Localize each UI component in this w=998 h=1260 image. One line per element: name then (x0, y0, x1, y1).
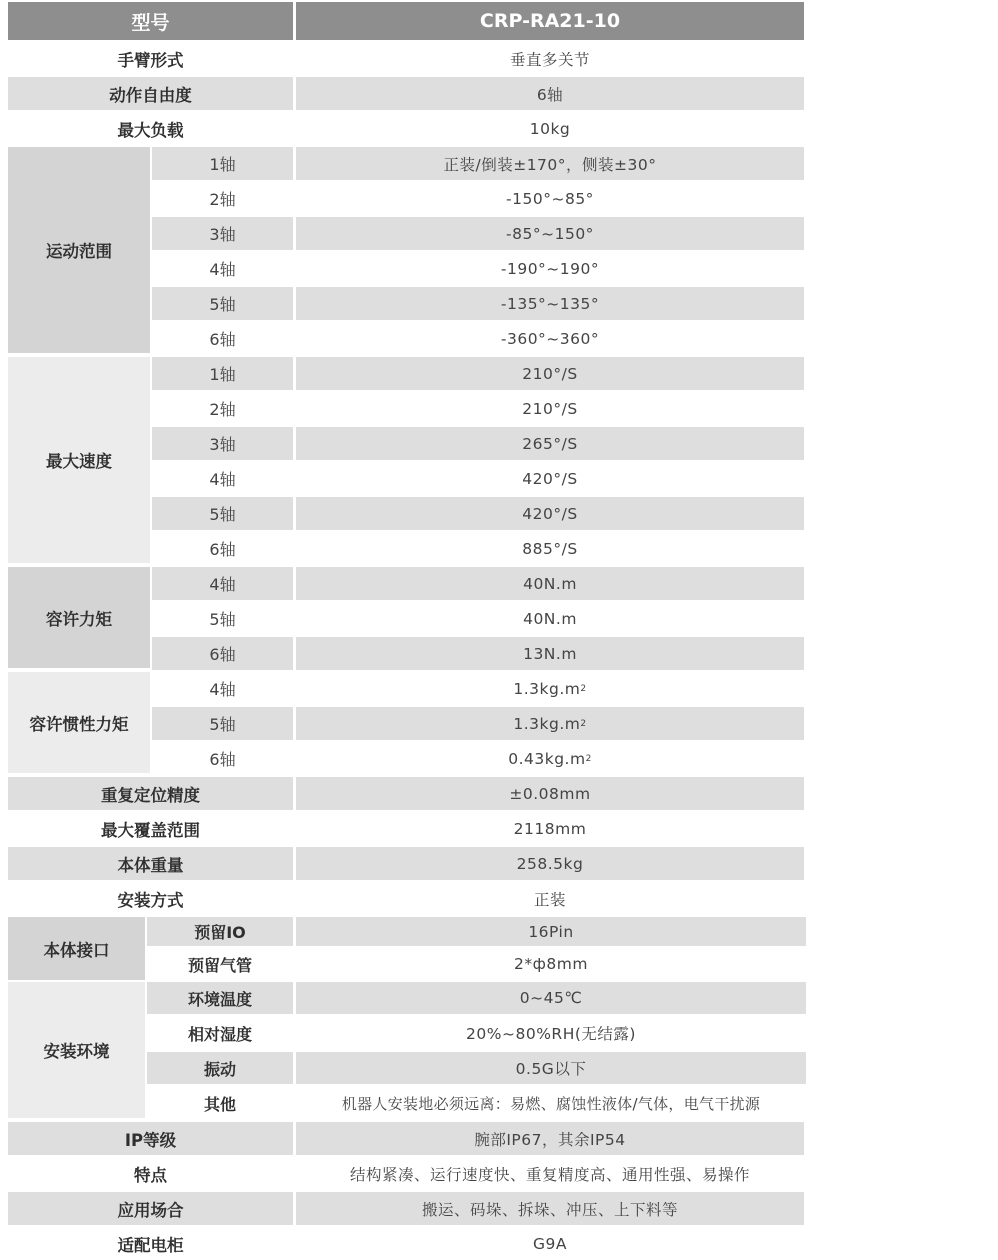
motion-value-3: -85°~150° (296, 217, 804, 250)
interface-name-io: 预留IO (147, 917, 293, 946)
spec-table (8, 2, 805, 1260)
speed-axis-3: 3轴 (152, 427, 293, 460)
row-value-controller: G9A (296, 1227, 804, 1260)
row-label-dof: 动作自由度 (8, 77, 293, 110)
motion-axis-1: 1轴 (152, 147, 293, 180)
row-value-arm-type: 垂直多关节 (296, 42, 804, 75)
env-value-temperature: 0~45℃ (296, 982, 806, 1014)
motion-value-4: -190°~190° (296, 252, 804, 285)
row-value-dof: 6轴 (296, 77, 804, 110)
row-value-max-reach: 2118mm (296, 812, 804, 845)
interface-value-io: 16Pin (296, 917, 806, 946)
header-model-value: CRP-RA21-10 (296, 2, 804, 40)
torque-value-6: 13N.m (296, 637, 804, 670)
interface-name-air-tube: 预留气管 (147, 948, 293, 980)
row-label-controller: 适配电柜 (8, 1227, 293, 1260)
group-label-allowable-inertia: 容许惯性力矩 (8, 672, 150, 773)
group-label-motion-range: 运动范围 (8, 147, 150, 353)
row-label-applications: 应用场合 (8, 1192, 293, 1225)
env-name-temperature: 环境温度 (147, 982, 293, 1014)
torque-value-5: 40N.m (296, 602, 804, 635)
row-value-ip-rating: 腕部IP67，其余IP54 (296, 1122, 804, 1155)
group-label-install-env: 安装环境 (8, 982, 145, 1118)
speed-value-6: 885°/S (296, 532, 804, 565)
row-label-ip-rating: IP等级 (8, 1122, 293, 1155)
inertia-axis-5: 5轴 (152, 707, 293, 740)
torque-axis-4: 4轴 (152, 567, 293, 600)
inertia-value-4: 1.3kg.m 2 (296, 672, 804, 705)
speed-axis-5: 5轴 (152, 497, 293, 530)
row-label-repeatability: 重复定位精度 (8, 777, 293, 810)
speed-axis-2: 2轴 (152, 392, 293, 425)
speed-value-2: 210°/S (296, 392, 804, 425)
env-value-vibration: 0.5G以下 (296, 1052, 806, 1084)
speed-value-4: 420°/S (296, 462, 804, 495)
row-label-body-weight: 本体重量 (8, 847, 293, 880)
motion-axis-3: 3轴 (152, 217, 293, 250)
speed-value-5: 420°/S (296, 497, 804, 530)
env-name-vibration: 振动 (147, 1052, 293, 1084)
speed-axis-1: 1轴 (152, 357, 293, 390)
row-value-features: 结构紧凑、运行速度快、重复精度高、通用性强、易操作 (296, 1157, 804, 1190)
inertia-value-6: 0.43kg.m 2 (296, 742, 804, 775)
env-name-other: 其他 (147, 1086, 293, 1120)
interface-value-air-tube: 2*ф8mm (296, 948, 806, 980)
speed-axis-4: 4轴 (152, 462, 293, 495)
motion-axis-4: 4轴 (152, 252, 293, 285)
env-value-humidity: 20%~80%RH(无结露) (296, 1016, 806, 1050)
motion-value-2: -150°~85° (296, 182, 804, 215)
torque-axis-5: 5轴 (152, 602, 293, 635)
motion-value-5: -135°~135° (296, 287, 804, 320)
speed-value-3: 265°/S (296, 427, 804, 460)
inertia-value-5: 1.3kg.m 2 (296, 707, 804, 740)
row-label-max-load: 最大负载 (8, 112, 293, 145)
group-label-body-interface: 本体接口 (8, 917, 145, 980)
env-name-humidity: 相对湿度 (147, 1016, 293, 1050)
row-value-repeatability: ±0.08mm (296, 777, 804, 810)
row-value-mounting: 正装 (296, 882, 804, 915)
header-model-label: 型号 (8, 2, 293, 40)
motion-axis-6: 6轴 (152, 322, 293, 355)
motion-value-6: -360°~360° (296, 322, 804, 355)
env-value-other: 机器人安装地必须远离：易燃、腐蚀性液体/气体，电气干扰源 (296, 1086, 806, 1120)
torque-axis-6: 6轴 (152, 637, 293, 670)
group-label-max-speed: 最大速度 (8, 357, 150, 563)
row-value-body-weight: 258.5kg (296, 847, 804, 880)
row-value-max-load: 10kg (296, 112, 804, 145)
motion-axis-5: 5轴 (152, 287, 293, 320)
speed-axis-6: 6轴 (152, 532, 293, 565)
torque-value-4: 40N.m (296, 567, 804, 600)
group-label-allowable-torque: 容许力矩 (8, 567, 150, 668)
row-label-mounting: 安装方式 (8, 882, 293, 915)
row-label-max-reach: 最大覆盖范围 (8, 812, 293, 845)
inertia-axis-6: 6轴 (152, 742, 293, 775)
row-value-applications: 搬运、码垛、拆垛、冲压、上下料等 (296, 1192, 804, 1225)
inertia-axis-4: 4轴 (152, 672, 293, 705)
row-label-arm-type: 手臂形式 (8, 42, 293, 75)
motion-value-1: 正装/倒装±170°，侧装±30° (296, 147, 804, 180)
motion-axis-2: 2轴 (152, 182, 293, 215)
speed-value-1: 210°/S (296, 357, 804, 390)
row-label-features: 特点 (8, 1157, 293, 1190)
